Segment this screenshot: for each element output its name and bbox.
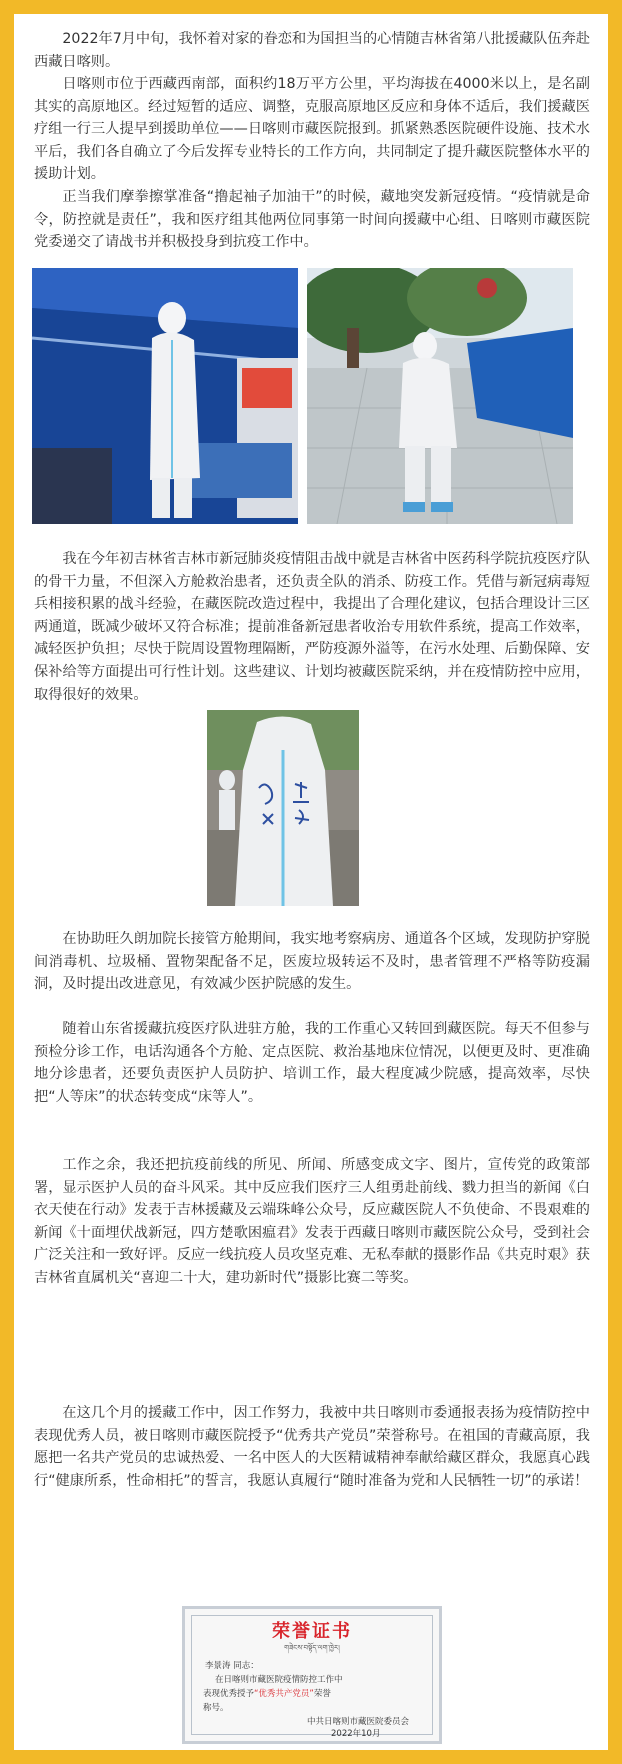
certificate-date: 2022年10月: [331, 1729, 381, 1739]
paragraph-6: 随着山东省援藏抗疫医疗队进驻方舱，我的工作重心又转回到藏医院。每天不但参与预检分诊工作，电话沟通各个方舱、定点医院、救治基地床位情况，以便更及时、更准确地分诊患者，还要负责医护人员防护、培训工作，最大程度减少院感，提高效率，尽快把“人等床”的状态转变成“床等人”。: [34, 1021, 590, 1105]
paragraph-8: 在这几个月的援藏工作中，因工作努力，我被中共日喀则市委通报表扬为疫情防控中表现优秀人员，被日喀则市藏医院授予“优秀共产党员”荣誉称号。在祖国的青藏高原，我愿把一名共产党员的忠诚热爱、一名中医人的大医精诚精神奉献给藏区群众，我愿真心践行“健康所系，性命相托”的誓言，我愿认真履行“随时准备为党和人民牺牲一切”的承诺！: [34, 1405, 590, 1489]
certificate-tibetan-title: གཟེངས་བསྟོད་ལག་ཁྱེར།: [284, 1644, 340, 1652]
paragraph-7: 工作之余，我还把抗疫前线的所见、所闻、所感变成文字、图片，宣传党的政策部署，显示医护人员的奋斗风采。其中反应我们医疗三人组勇赴前线、戮力担当的新闻《白衣天使在行动》发表于吉林援藏及云端珠峰公众号，反应藏医院人不负使命、不畏艰难的新闻《十面埋伏战新冠，四方楚歌困瘟君》发表于西藏日喀则市藏医院公众号，受到社会广泛关注和一致好评。反应一线抗疫人员攻坚克难、无私奉献的摄影作品《共克时艰》获吉林省直属机关“喜迎二十大，建功新时代”摄影比赛二等奖。: [34, 1157, 590, 1286]
paragraph-3: 正当我们摩拳擦掌准备“撸起袖子加油干”的时候，藏地突发新冠疫情。“疫情就是命令，防控就是责任”，我和医疗组其他两位同事第一时间向援藏中心组、日喀则市藏医院党委递交了请战书并积极投身到抗疫工作中。: [34, 189, 590, 251]
certificate-issuer: 中共日喀则市藏医院委员会: [307, 1717, 410, 1727]
photo-outdoor-protective-suit: [307, 268, 573, 524]
certificate-title: 荣誉证书: [272, 1621, 352, 1642]
certificate-recipient: 李景涛 同志：: [205, 1661, 259, 1671]
certificate-line-2: [203, 1687, 331, 1699]
paragraph-2: 日喀则市位于西藏西南部，面积约18万平方公里，平均海拔在4000米以上，是名副其实的高原地区。经过短暂的适应、调整，克服高原地区反应和身体不适后，我们援藏医疗组一行三人提早到援助单位——日喀则市藏医院报到。抓紧熟悉医院硬件设施、技术水平后，我们各自确立了今后发挥专业特长的工作方向，共同制定了提升藏医院整体水平的援助计划。: [34, 76, 590, 183]
certificate-line-3: 称号。: [203, 1703, 229, 1713]
paragraph-1: 2022年7月中旬，我怀着对家的眷恋和为国担当的心情随吉林省第八批援藏队伍奔赴西藏日喀则。: [34, 31, 590, 70]
paragraph-4: 我在今年初吉林省吉林市新冠肺炎疫情阻击战中就是吉林省中医药科学院抗疫医疗队的骨干力量，不但深入方舱救治患者，还负责全队的消杀、防疫工作。凭借与新冠病毒短兵相接积累的战斗经验，在藏医院改造过程中，我提出了合理化建议，包括合理设计三区两通道，既减少破坏又符合标准；提前准备新冠患者收治专用软件系统，提高工作效率，减轻医护负担；尽快于院周设置物理隔断，严防疫源外溢等，在污水处理、后勤保障、安保补给等方面提出可行性计划。这些建议、计划均被藏医院采纳，并在疫情防控中应用，取得很好的效果。: [34, 551, 590, 703]
certificate-line-2-prefix: 表现优秀授予: [203, 1689, 255, 1699]
certificate-award-name: “优秀共产党员”: [254, 1689, 314, 1699]
paragraph-5: 在协助旺久朗加院长接管方舱期间，我实地考察病房、通道各个区域，发现防护穿脱间消毒机、垃圾桶、置物架配备不足，医废垃圾转运不及时，患者管理不严格等防疫漏洞，及时提出改进意见，有效减少医护院感的发生。: [34, 931, 590, 993]
photo-suit-back-writing: [207, 710, 359, 906]
honor-certificate: [182, 1606, 442, 1744]
certificate-line-1: 在日喀则市藏医院疫情防控工作中: [215, 1675, 343, 1685]
certificate-line-2-suffix: 荣誉: [313, 1689, 331, 1699]
photo-tent-worker: [32, 268, 298, 524]
page-frame: [14, 14, 608, 1750]
